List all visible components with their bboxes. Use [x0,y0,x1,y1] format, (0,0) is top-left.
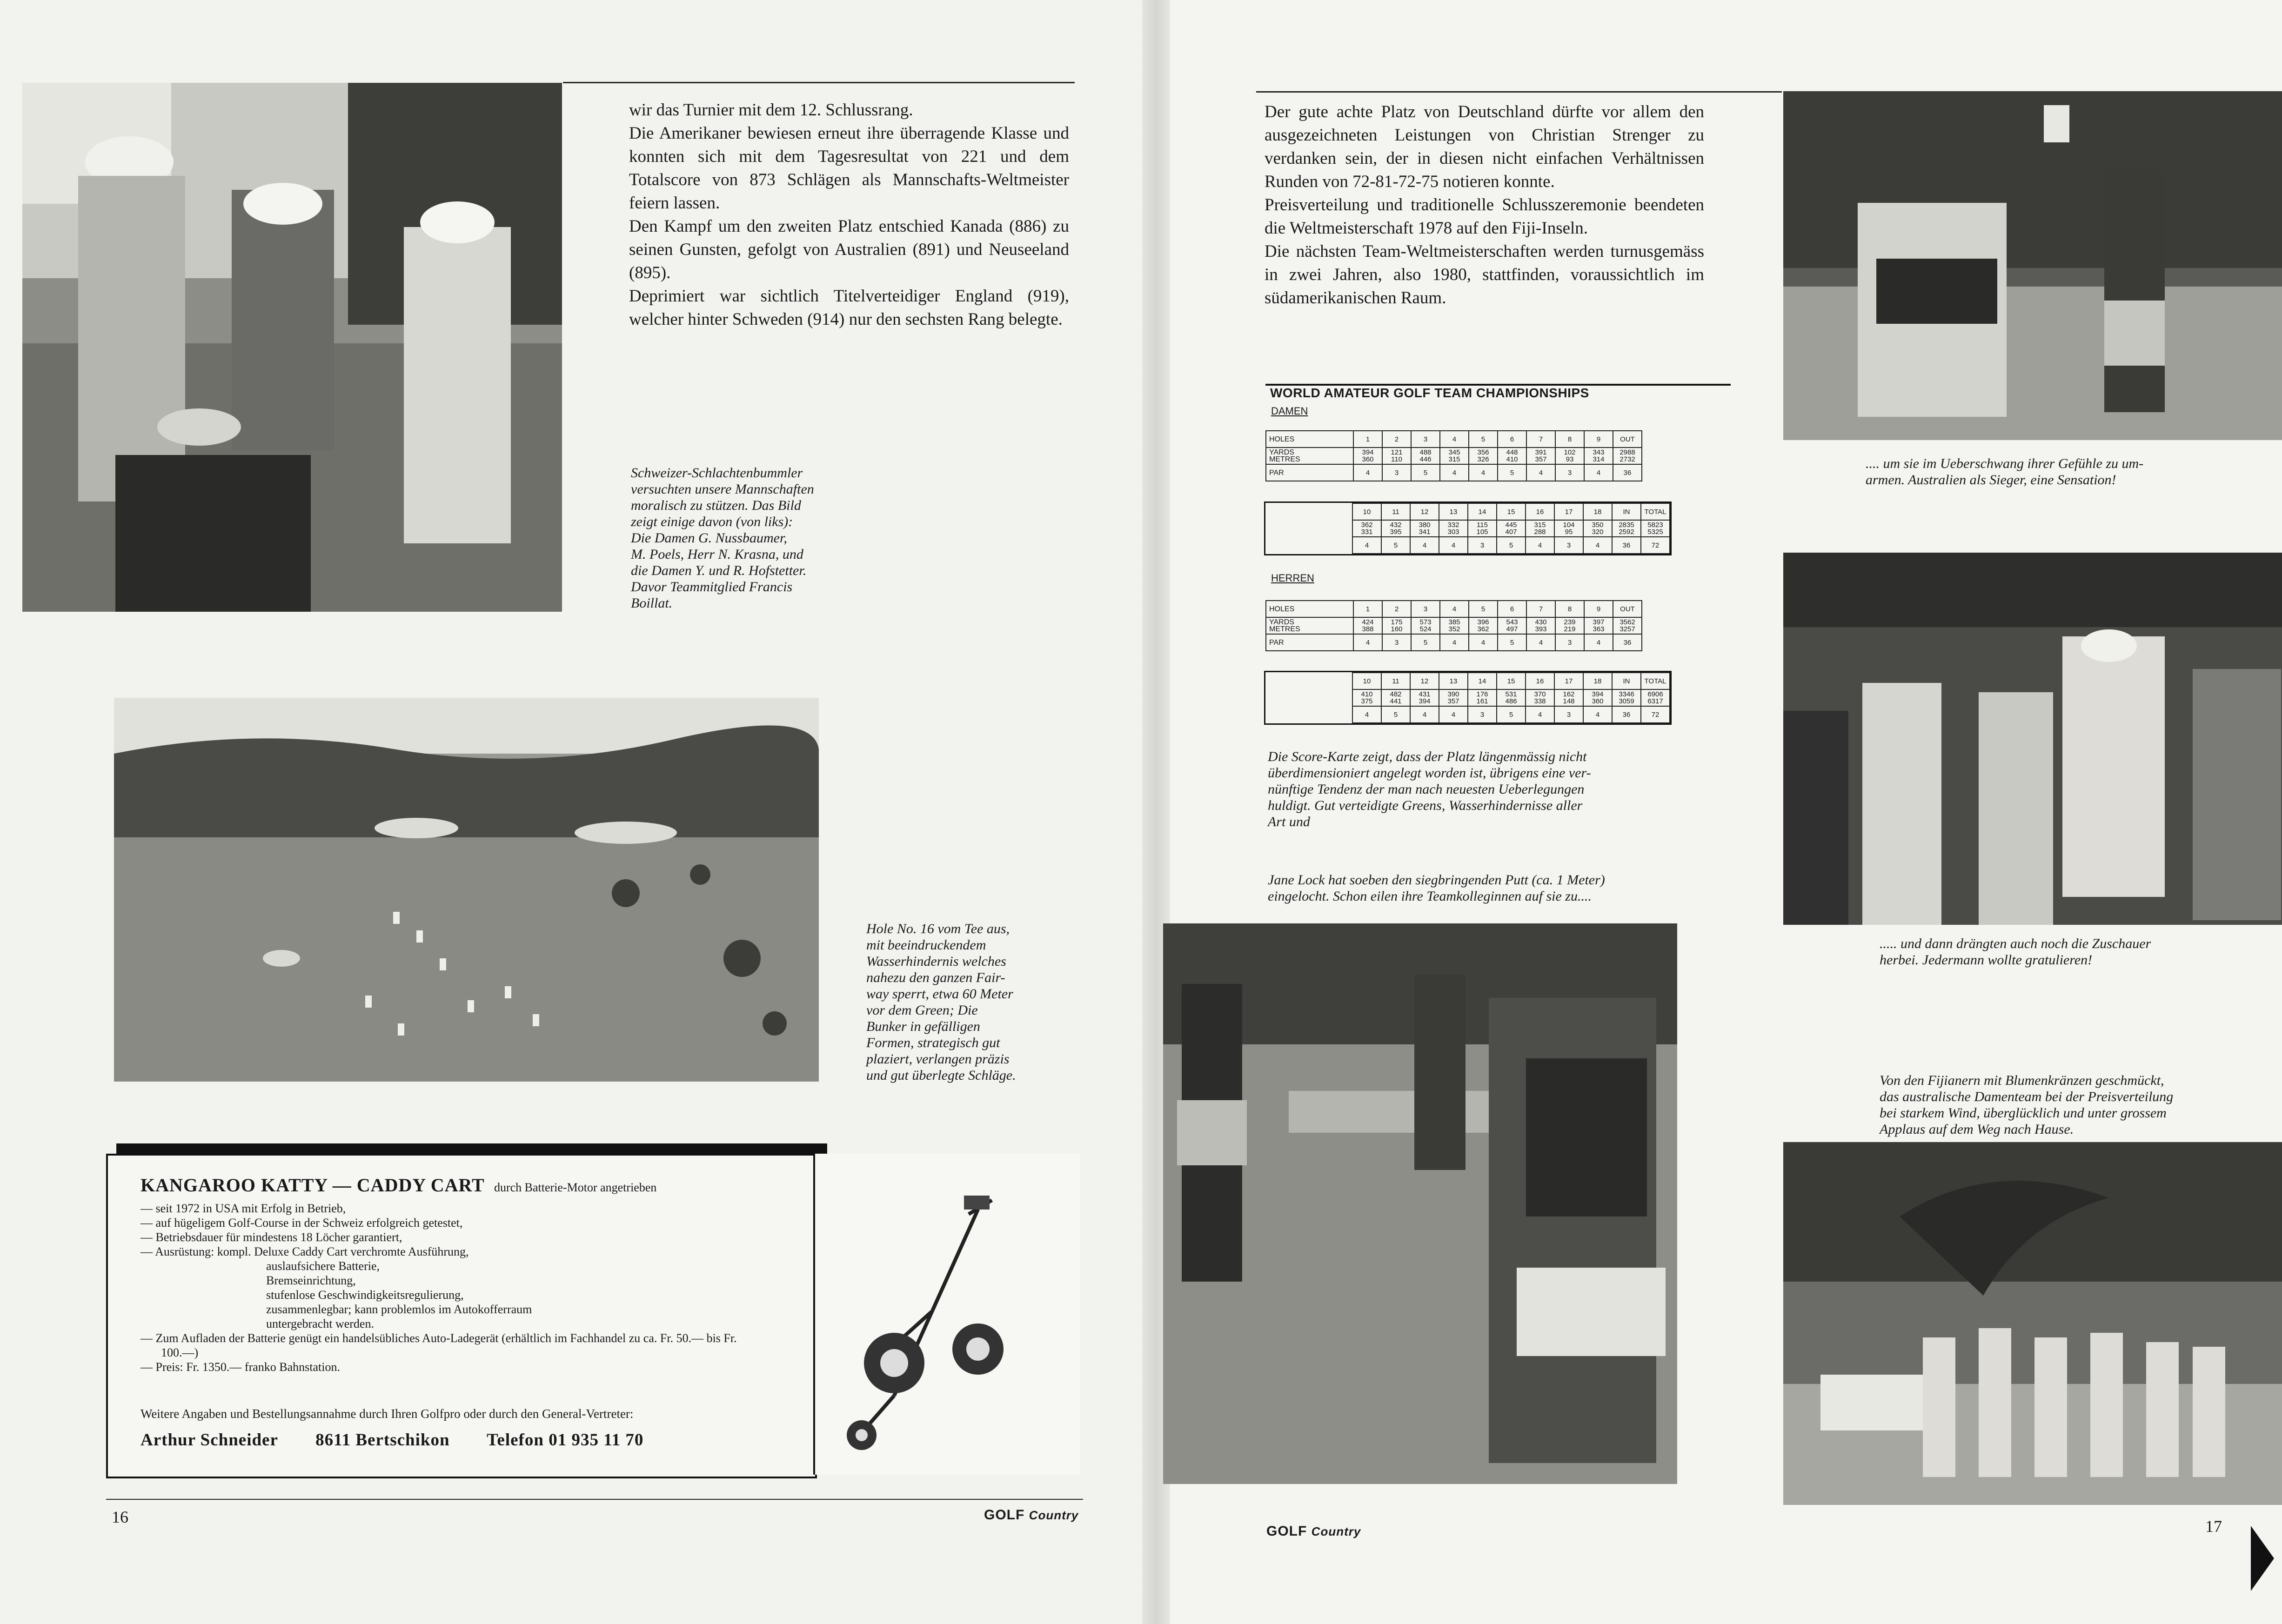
scorecard-cell: 17 [1554,673,1583,689]
scorecard-cell: 4 [1583,537,1612,554]
left-paragraph: Deprimiert war sichtlich Titelverteidiger England (919), welcher hinter Schweden (914) nur den sechsten Rang belegte. [629,287,1069,329]
caption-line: Formen, strategisch gut [866,1035,1000,1050]
scorecard-cell: 8 [1555,431,1584,448]
scorecard-cell: 175 160 [1382,617,1411,634]
scorecard-row [1265,537,1670,554]
scorecard-cell: 370 338 [1526,689,1554,706]
scorecard-row-label: PAR [1266,464,1353,481]
scorecard-row-label [1265,689,1352,706]
scorecard-cell: 4 [1440,464,1469,481]
ad-contact [141,1430,676,1450]
scorecard-cell: IN [1612,673,1641,689]
scorecard-cell: 5 [1469,601,1498,617]
scorecard-row [1266,601,1642,617]
golf-country-logo-left [984,1507,1078,1523]
scorecard-cell: 13 [1439,503,1468,520]
scorecard-row-label [1265,706,1352,723]
scorecard-cell: 4 [1440,601,1469,617]
scorecard-cell: 5 [1411,634,1440,651]
embrace-photo [1783,91,2282,440]
scorecard-cell: 12 [1410,503,1439,520]
scorecard-cell: 5823 5325 [1641,520,1670,537]
ceremony-photo [1783,1142,2282,1505]
putt-caption [1268,872,1696,905]
caddy-cart-advertisement [106,1154,817,1478]
scorecard-row-label: PAR [1266,634,1353,651]
scorecard-cell: IN [1612,503,1641,520]
hole16-caption [866,921,1080,1084]
scorecard-cell: 4 [1526,706,1554,723]
ad-feature: — Zum Aufladen der Batterie genügt ein handelsübliches Auto-Ladegerät (erhältlich im Fachhandel zu ca. Fr. 50.— bis Fr. 100.—) [141,1331,755,1360]
putt-photo [1163,923,1677,1484]
scorecard-row-label [1265,503,1352,520]
caption-line: Bunker in gefälligen [866,1019,980,1034]
herren-front-table [1265,600,1642,651]
scorecard-cell: 12 [1410,673,1439,689]
right-paragraph: Der gute achte Platz von Deutschland dürfte vor allem den ausgezeichneten Leistungen von Christian Strenger zu verdanken sein, der in diesen nicht einfachen Verhältnissen Runden von 72-81-72-75 notieren konnte. [1265,102,1704,191]
caption-line: vor dem Green; Die [866,1002,978,1018]
scorecard-cell: 3 [1382,464,1411,481]
caption-line: Die Damen G. Nussbaumer, [631,530,787,546]
scorecard-cell: 8 [1555,601,1584,617]
scorecard-cell: 4 [1526,634,1555,651]
scorecard-row-label [1265,537,1352,554]
left-paragraph: Die Amerikaner bewiesen erneut ihre überragende Klasse und konnten sich mit dem Tagesresultat von 221 und dem Totalscore von 873 Schlägen als Mannschafts-Weltmeister feiern lassen. [629,124,1069,213]
scorecard-caption [1268,749,1686,830]
scorecard-cell: 5 [1381,537,1410,554]
ad-title [141,1174,656,1196]
scorecard-row [1266,617,1642,634]
scorecard-cell: 5 [1498,634,1526,651]
scorecard-cell: 18 [1583,503,1612,520]
ad-contact-phone: Telefon 01 935 11 70 [487,1430,644,1450]
logo-main: GOLF [1266,1524,1307,1539]
scorecard-cell: 4 [1353,634,1382,651]
scorecard-cell: 394 360 [1353,448,1382,464]
scorecard-cell: 5 [1411,464,1440,481]
ad-equipment-item: stufenlose Geschwindigkeitsregulierung, [266,1288,464,1302]
scorecard-cell: 482 441 [1381,689,1410,706]
caption-line: nünftige Tendenz der man nach neuesten Ueberlegungen [1268,782,1585,797]
scorecard-row [1265,503,1670,520]
scorecard-cell: 11 [1381,673,1410,689]
scorecard-row [1266,448,1642,464]
scorecard-cell: 573 524 [1411,617,1440,634]
scorecard-row-label [1265,673,1352,689]
scorecard-cell: 162 148 [1554,689,1583,706]
scorecard-cell: 13 [1439,673,1468,689]
left-article-text [629,99,1069,331]
caption-line: ..... und dann drängten auch noch die Zuschauer [1880,936,2151,951]
scorecard-cell: 543 497 [1498,617,1526,634]
scorecard-cell: 362 331 [1352,520,1381,537]
right-article-text [1265,100,1704,310]
scorecard-cell: 4 [1439,537,1468,554]
caption-line: Art und [1268,814,1310,829]
scorecard-cell: 385 352 [1440,617,1469,634]
scorecard-cell: 5 [1497,537,1526,554]
scorecard-cell: 14 [1468,503,1497,520]
scorecard-cell: 36 [1612,706,1641,723]
scorecard-cell: 3 [1554,706,1583,723]
scorecard-cell: 5 [1381,706,1410,723]
scorecard-cell: 424 388 [1353,617,1382,634]
ad-equipment-item: auslaufsichere Batterie, [266,1259,380,1273]
caption-line: M. Poels, Herr N. Krasna, und [631,547,803,562]
scorecard-cell: OUT [1613,601,1642,617]
scorecard-cell: 397 363 [1584,617,1613,634]
caption-line: Jane Lock hat soeben den siegbringenden Putt (ca. 1 Meter) [1268,872,1605,888]
spectators-photo [22,83,562,612]
scorecard-cell: 6906 6317 [1641,689,1670,706]
scorecard-cell: 121 110 [1382,448,1411,464]
scorecard-cell: 343 314 [1584,448,1613,464]
caption-line: Von den Fijianern mit Blumenkränzen geschmückt, [1880,1073,2164,1088]
right-paragraph: Preisverteilung und traditionelle Schlusszeremonie beendeten die Weltmeisterschaft 1978 auf den Fiji-Inseln. [1265,195,1704,238]
scorecard-cell: 5 [1469,431,1498,448]
damen-front-table [1265,430,1642,481]
caption-line: .... um sie im Ueberschwang ihrer Gefühle zu um- [1866,456,2144,471]
ad-feature: — Preis: Fr. 1350.— franko Bahnstation. [141,1360,755,1374]
left-footer-rule [106,1499,1083,1500]
scorecard-cell: 4 [1584,634,1613,651]
scorecard-cell: 18 [1583,673,1612,689]
scorecard-cell: 4 [1410,537,1439,554]
ad-equipment-item: untergebracht werden. [266,1317,374,1330]
ad-feature: — auf hügeligem Golf-Course in der Schweiz erfolgreich getestet, [141,1216,755,1230]
hole16-photo [114,698,819,1082]
damen-back-table [1265,503,1670,554]
logo-main: GOLF [984,1507,1025,1523]
caption-line: nahezu den ganzen Fair- [866,970,1005,985]
caption-line: mit beeindruckendem [866,937,986,953]
scorecard-cell: 102 93 [1555,448,1584,464]
scorecard-row [1266,634,1642,651]
right-paragraph: Die nächsten Team-Weltmeisterschaften werden turnusgemäss in zwei Jahren, also 1980, stattfinden, voraussichtlich im südamerikanischen Raum. [1265,242,1704,307]
scorecard-cell: 6 [1498,431,1526,448]
scorecard-cell: 10 [1352,673,1381,689]
scorecard-cell: 2835 2592 [1612,520,1641,537]
logo-sub: Country [1029,1508,1079,1522]
scorecard-cell: 9 [1584,601,1613,617]
scorecard-row-label [1265,520,1352,537]
scorecard-row-label: HOLES [1266,601,1353,617]
scorecard-cell: 10 [1352,503,1381,520]
scorecard-cell: 4 [1352,537,1381,554]
scorecard-cell: 4 [1353,464,1382,481]
embrace-caption [1866,456,2275,488]
scorecard-cell: 448 410 [1498,448,1526,464]
scorecard-cell: OUT [1613,431,1642,448]
scorecard-cell: 4 [1526,537,1554,554]
caption-line: way sperrt, etwa 60 Meter [866,986,1013,1002]
scorecard-cell: 7 [1526,601,1555,617]
ad-feature: — Betriebsdauer für mindestens 18 Löcher garantiert, [141,1230,755,1244]
scorecard-cell: 4 [1469,634,1498,651]
scorecard-row-label: YARDS METRES [1266,448,1353,464]
scorecard-cell: 380 341 [1410,520,1439,537]
caption-line: Applaus auf dem Weg nach Hause. [1880,1122,2074,1137]
scorecard-cell: 445 407 [1497,520,1526,537]
caption-line: Boillat. [631,595,673,611]
scorecard-cell: 15 [1497,673,1526,689]
scorecard-row [1266,464,1642,481]
logo-sub: Country [1311,1524,1361,1538]
scorecard-cell: 390 357 [1439,689,1468,706]
scorecard-cell: 16 [1526,673,1554,689]
scorecard-cell: TOTAL [1641,503,1670,520]
scorecard-cell: 36 [1613,634,1642,651]
scorecard-cell: 396 362 [1469,617,1498,634]
page-number-left: 16 [112,1508,128,1526]
scorecard-cell: 239 219 [1555,617,1584,634]
scorecard-row [1265,706,1670,723]
scorecard-cell: 9 [1584,431,1613,448]
left-paragraph: Den Kampf um den zweiten Platz entschied Kanada (886) zu seinen Gunsten, gefolgt von Australien (891) und Neuseeland (895). [629,217,1069,282]
spectators-caption [631,465,891,612]
scorecard-cell: 430 393 [1526,617,1555,634]
ad-feature-list [141,1201,755,1374]
scorecard-cell: 391 357 [1526,448,1555,464]
left-top-rule [563,82,1075,83]
scorecard-cell: 6 [1498,601,1526,617]
caption-line: überdimensioniert angelegt worden ist, übrigens eine ver- [1268,765,1591,781]
scorecard-cell: 7 [1526,431,1555,448]
scorecard-row-label: YARDS METRES [1266,617,1353,634]
scorecard-cell: 4 [1439,706,1468,723]
scorecard-cell: 410 375 [1352,689,1381,706]
caption-line: moralisch zu stützen. Das Bild [631,498,801,513]
scorecard-cell: 5 [1497,706,1526,723]
caption-line: versuchten unsere Mannschaften [631,481,814,497]
scorecard-row [1265,673,1670,689]
scorecard-cell: 3 [1382,634,1411,651]
scorecard-cell: 2988 2732 [1613,448,1642,464]
scorecard-cell: 3 [1468,537,1497,554]
caption-line: huldigt. Gut verteidigte Greens, Wasserhindernisse aller [1268,798,1583,813]
ad-feature: — seit 1972 in USA mit Erfolg in Betrieb, [141,1201,755,1216]
scorecard-cell: 315 288 [1526,520,1554,537]
caption-line: plaziert, verlangen präzis [866,1051,1010,1067]
scorecard-cell: 5 [1498,464,1526,481]
scorecard-cell: 3 [1555,634,1584,651]
scorecard-row [1265,520,1670,537]
scorecard-row [1266,431,1642,448]
ad-subtitle: durch Batterie-Motor angetrieben [494,1181,657,1194]
ad-contact-city: 8611 Bertschikon [315,1430,450,1450]
scorecard-cell: 3 [1554,537,1583,554]
scorecard-cell: 1 [1353,601,1382,617]
scorecard-cell: 356 326 [1469,448,1498,464]
scorecard-cell: 4 [1440,634,1469,651]
scorecard-cell: 4 [1584,464,1613,481]
scorecard-cell: 531 486 [1497,689,1526,706]
scorecard-cell: 4 [1410,706,1439,723]
golf-country-logo-right [1266,1524,1361,1539]
scorecard-row-label: HOLES [1266,431,1353,448]
scorecard-cell: 176 161 [1468,689,1497,706]
ad-title-text: KANGAROO KATTY — CADDY CART [141,1175,484,1196]
scorecard-cell: 3562 3257 [1613,617,1642,634]
caption-line: zeigt einige davon (von liks): [631,514,793,529]
caption-line: Hole No. 16 vom Tee aus, [866,921,1010,936]
ad-contact-name: Arthur Schneider [141,1430,278,1450]
scorecard-cell: 4 [1469,464,1498,481]
scorecard-row [1265,689,1670,706]
scorecard-cell: 4 [1352,706,1381,723]
scorecard-cell: 36 [1612,537,1641,554]
scorecard-cell: 104 95 [1554,520,1583,537]
scorecard-cell: 1 [1353,431,1382,448]
caption-line: Schweizer-Schlachtenbummler [631,465,803,481]
scorecard-cell: 4 [1440,431,1469,448]
scorecard-cell: 350 320 [1583,520,1612,537]
ceremony-caption [1880,1073,2280,1138]
scorecard-cell: 115 105 [1468,520,1497,537]
scorecard-cell: 36 [1613,464,1642,481]
scorecard-cell: 72 [1641,706,1670,723]
scorecard-cell: 11 [1381,503,1410,520]
caption-line: und gut überlegte Schläge. [866,1068,1016,1083]
caddy-cart-illustration [813,1154,1080,1475]
damen-label: DAMEN [1271,405,1308,417]
caption-line: armen. Australien als Sieger, eine Sensation! [1866,472,2116,488]
scorecard-cell: 72 [1641,537,1670,554]
scorecard-cell: 488 446 [1411,448,1440,464]
caption-line: eingelocht. Schon eilen ihre Teamkolleginnen auf sie zu.... [1268,889,1592,904]
ad-equipment-item: zusammenlegbar; kann problemlos im Autokofferraum [266,1303,532,1316]
scorecard-cell: 3 [1468,706,1497,723]
ad-contact-line: Weitere Angaben und Bestellungsannahme durch Ihren Golfpro oder durch den General-Vertreter: [141,1407,634,1421]
scorecard-cell: 2 [1382,431,1411,448]
scorecard-cell: 17 [1554,503,1583,520]
ad-feature: — Ausrüstung: kompl. Deluxe Caddy Cart verchromte Ausführung, [141,1244,755,1259]
caption-line: die Damen Y. und R. Hofstetter. [631,563,807,578]
left-paragraph: wir das Turnier mit dem 12. Schlussrang. [629,100,913,120]
scorecard-cell: TOTAL [1641,673,1670,689]
scorecard-cell: 332 303 [1439,520,1468,537]
page-number-right: 17 [2205,1517,2222,1536]
scorecard-cell: 2 [1382,601,1411,617]
caption-line: Die Score-Karte zeigt, dass der Platz längenmässig nicht [1268,749,1587,764]
next-page-arrow-icon [2251,1526,2274,1591]
scorecard-cell: 4 [1526,464,1555,481]
crowd-caption [1880,936,2280,969]
scorecard-title: WORLD AMATEUR GOLF TEAM CHAMPIONSHIPS [1270,386,1589,400]
scorecard-cell: 4 [1583,706,1612,723]
scorecard-cell: 394 360 [1583,689,1612,706]
caption-line: bei starkem Wind, überglücklich und unter grossem [1880,1105,2167,1121]
scorecard-cell: 3346 3059 [1612,689,1641,706]
scorecard-cell: 15 [1497,503,1526,520]
right-top-rule [1256,91,1782,93]
scorecard-cell: 432 395 [1381,520,1410,537]
herren-label: HERREN [1271,572,1314,584]
scorecard-cell: 16 [1526,503,1554,520]
scorecard-cell: 3 [1411,431,1440,448]
crowd-photo [1783,553,2282,925]
scorecard-cell: 345 315 [1440,448,1469,464]
caption-line: herbei. Jedermann wollte gratulieren! [1880,952,2093,968]
scorecard-cell: 3 [1555,464,1584,481]
caption-line: Wasserhindernis welches [866,954,1006,969]
scorecard-cell: 431 394 [1410,689,1439,706]
herren-back-table [1265,672,1670,723]
ad-equipment-item: Bremseinrichtung, [266,1274,356,1287]
scorecard [1265,384,1707,719]
scorecard-cell: 3 [1411,601,1440,617]
scorecard-cell: 14 [1468,673,1497,689]
caption-line: das australische Damenteam bei der Preisverteilung [1880,1089,2174,1104]
caption-line: Davor Teammitglied Francis [631,579,793,595]
